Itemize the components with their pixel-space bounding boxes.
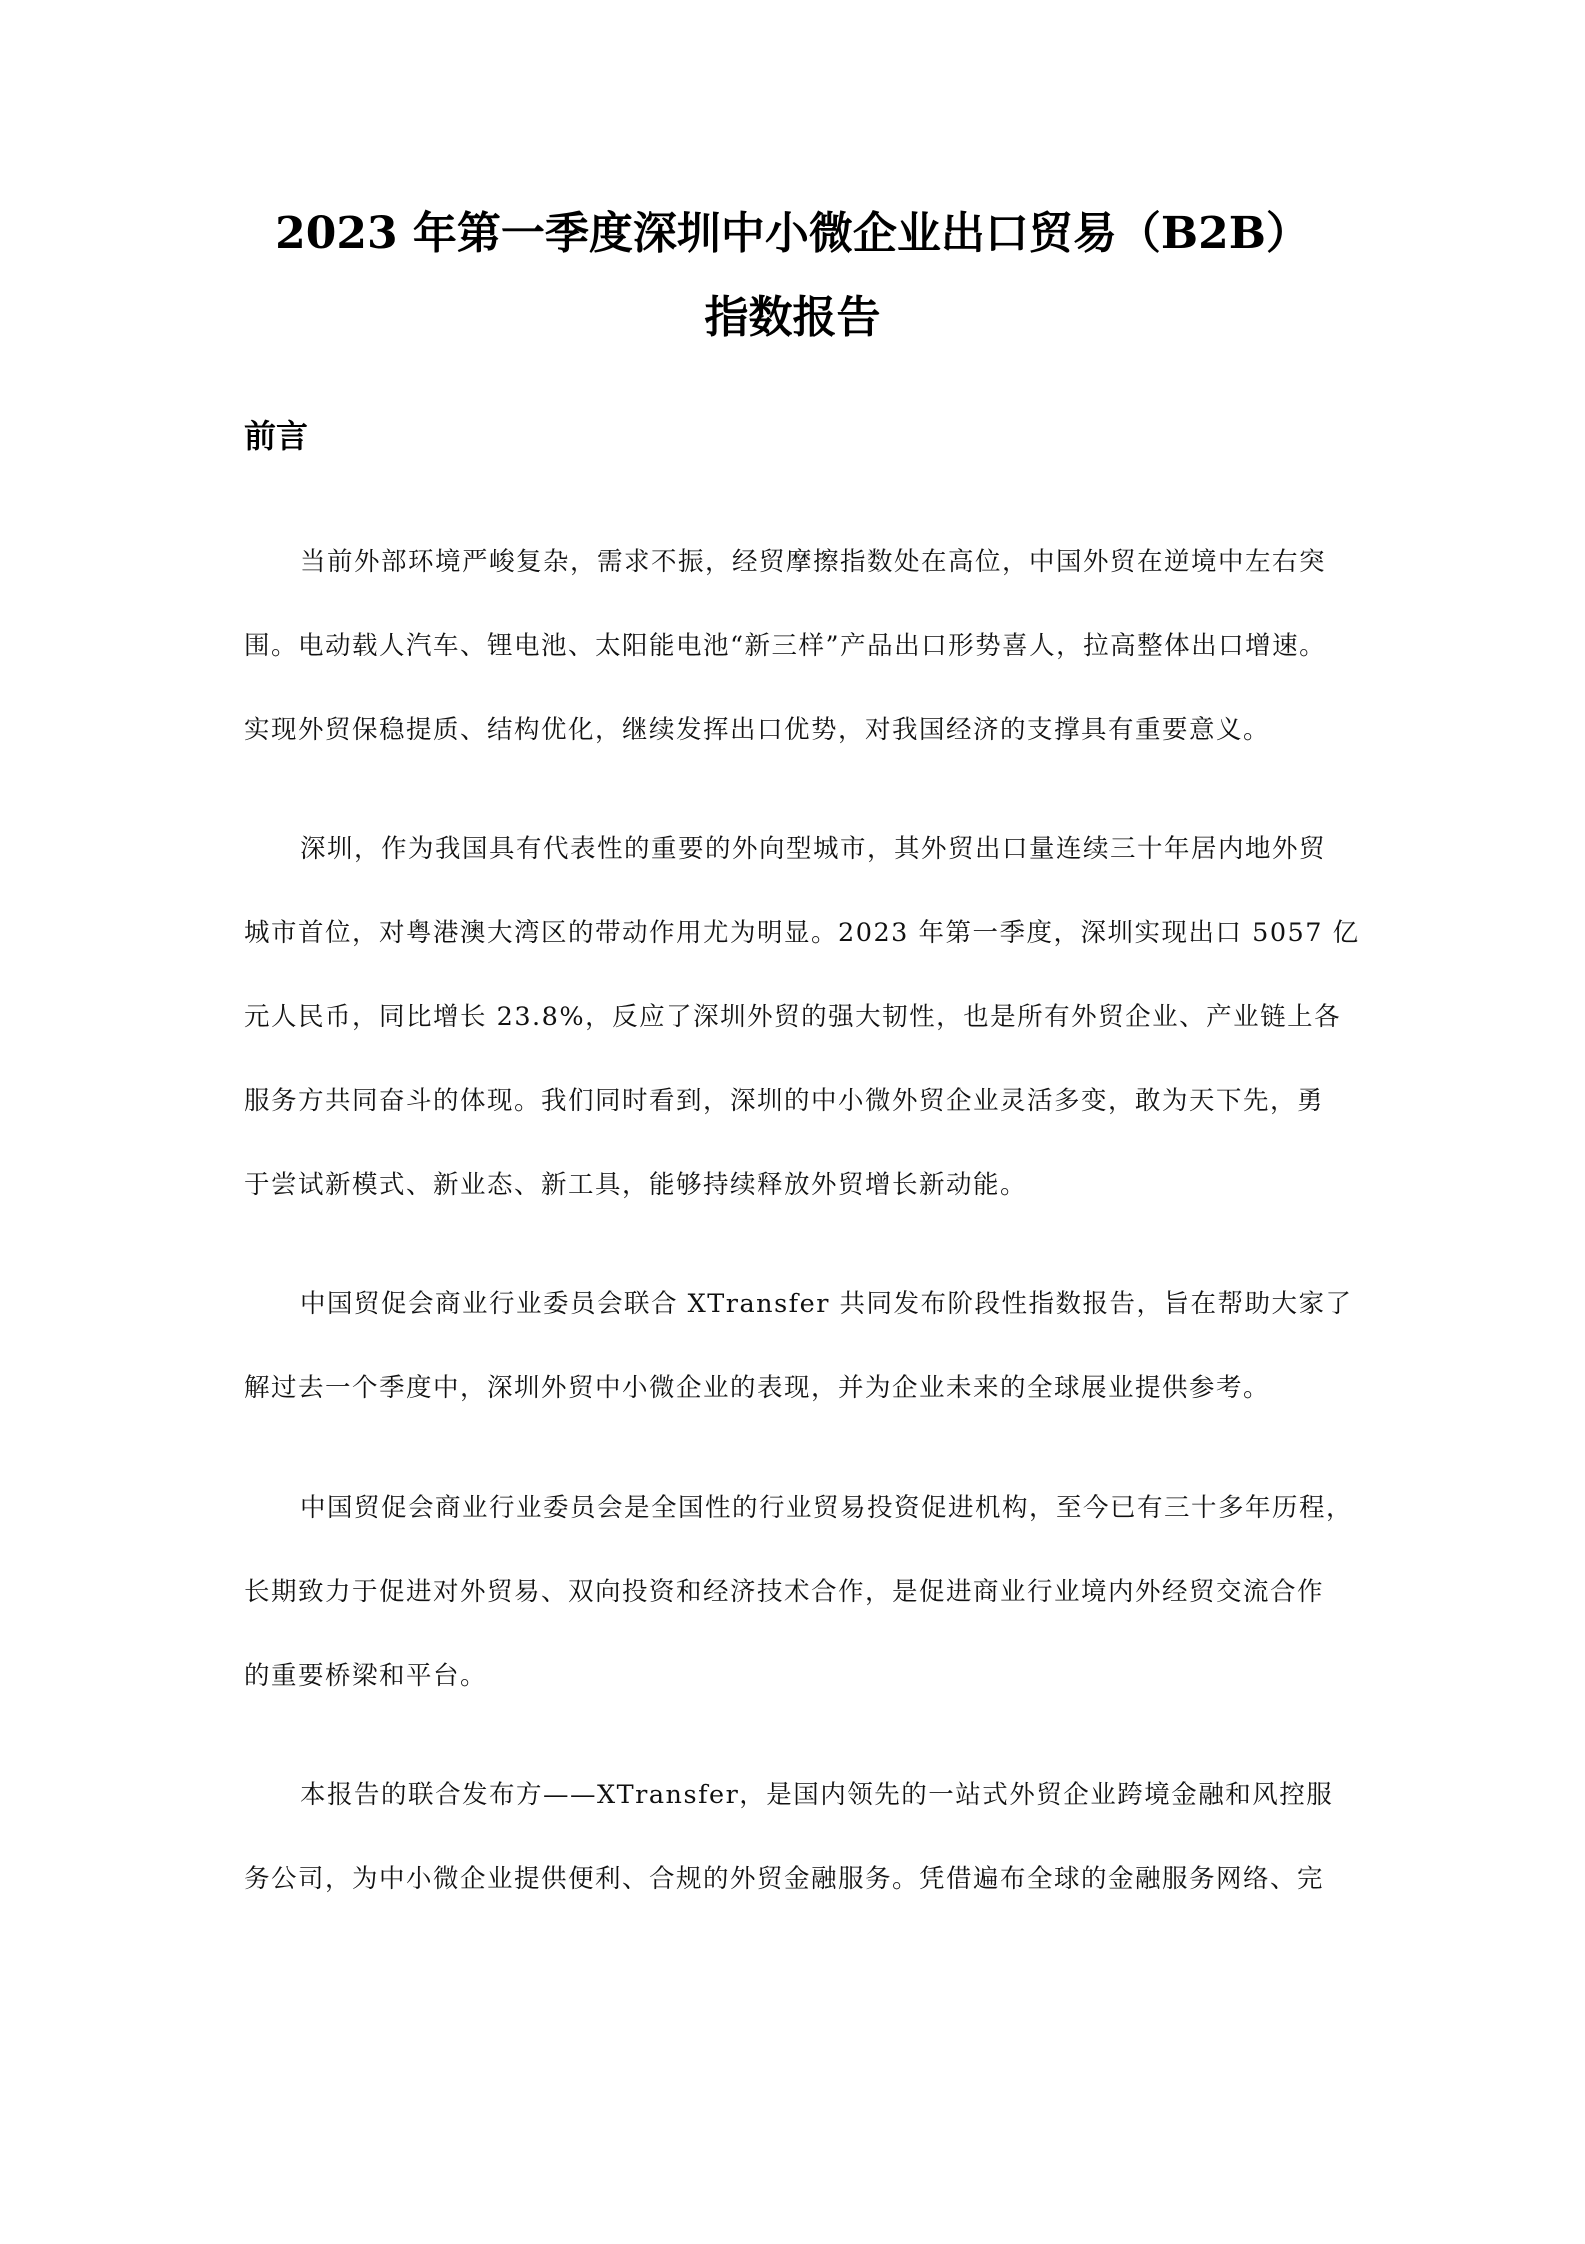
paragraph-line: 解过去一个季度中，深圳外贸中小微企业的表现，并为企业未来的全球展业提供参考。 xyxy=(244,1373,1271,1403)
paragraph-line: 务公司，为中小微企业提供便利、合规的外贸金融服务。凭借遍布全球的金融服务网络、完 xyxy=(244,1864,1325,1894)
paragraph-5 xyxy=(244,1753,1364,1921)
paragraph-line: 中国贸促会商业行业委员会联合 XTransfer 共同发布阶段性指数报告，旨在帮助大家了 xyxy=(300,1289,1353,1319)
document-title-line-2: 指数报告 xyxy=(704,292,881,343)
paragraph-4 xyxy=(244,1466,1364,1718)
paragraph-line: 服务方共同奋斗的体现。我们同时看到，深圳的中小微外贸企业灵活多变，敢为天下先，勇 xyxy=(244,1086,1325,1116)
section-heading-preface: 前言 xyxy=(244,417,309,455)
paragraph-line: 中国贸促会商业行业委员会是全国性的行业贸易投资促进机构，至今已有三十多年历程， xyxy=(300,1493,1354,1523)
paragraph-line: 当前外部环境严峻复杂，需求不振，经贸摩擦指数处在高位，中国外贸在逆境中左右突 xyxy=(300,547,1327,577)
document-title-line-1: 2023 年第一季度深圳中小微企业出口贸易（B2B） xyxy=(275,208,1310,259)
paragraph-line: 实现外贸保稳提质、结构优化，继续发挥出口优势，对我国经济的支撑具有重要意义。 xyxy=(244,715,1271,745)
paragraph-2 xyxy=(244,807,1364,1227)
paragraph-line: 围。电动载人汽车、锂电池、太阳能电池“新三样”产品出口形势喜人，拉高整体出口增速。 xyxy=(244,631,1327,661)
paragraph-line: 本报告的联合发布方——XTransfer，是国内领先的一站式外贸企业跨境金融和风控服 xyxy=(300,1780,1334,1810)
paragraph-1 xyxy=(244,520,1364,772)
paragraph-line: 的重要桥梁和平台。 xyxy=(244,1661,488,1691)
paragraph-line: 长期致力于促进对外贸易、双向投资和经济技术合作，是促进商业行业境内外经贸交流合作 xyxy=(244,1577,1325,1607)
paragraph-line: 深圳，作为我国具有代表性的重要的外向型城市，其外贸出口量连续三十年居内地外贸 xyxy=(300,834,1327,864)
paragraph-3 xyxy=(244,1262,1364,1430)
paragraph-line: 城市首位，对粤港澳大湾区的带动作用尤为明显。2023 年第一季度，深圳实现出口 5057 亿 xyxy=(244,918,1360,948)
paragraph-line: 元人民币，同比增长 23.8%，反应了深圳外贸的强大韧性，也是所有外贸企业、产业链上各 xyxy=(244,1002,1342,1032)
paragraph-line: 于尝试新模式、新业态、新工具，能够持续释放外贸增长新动能。 xyxy=(244,1170,1028,1200)
